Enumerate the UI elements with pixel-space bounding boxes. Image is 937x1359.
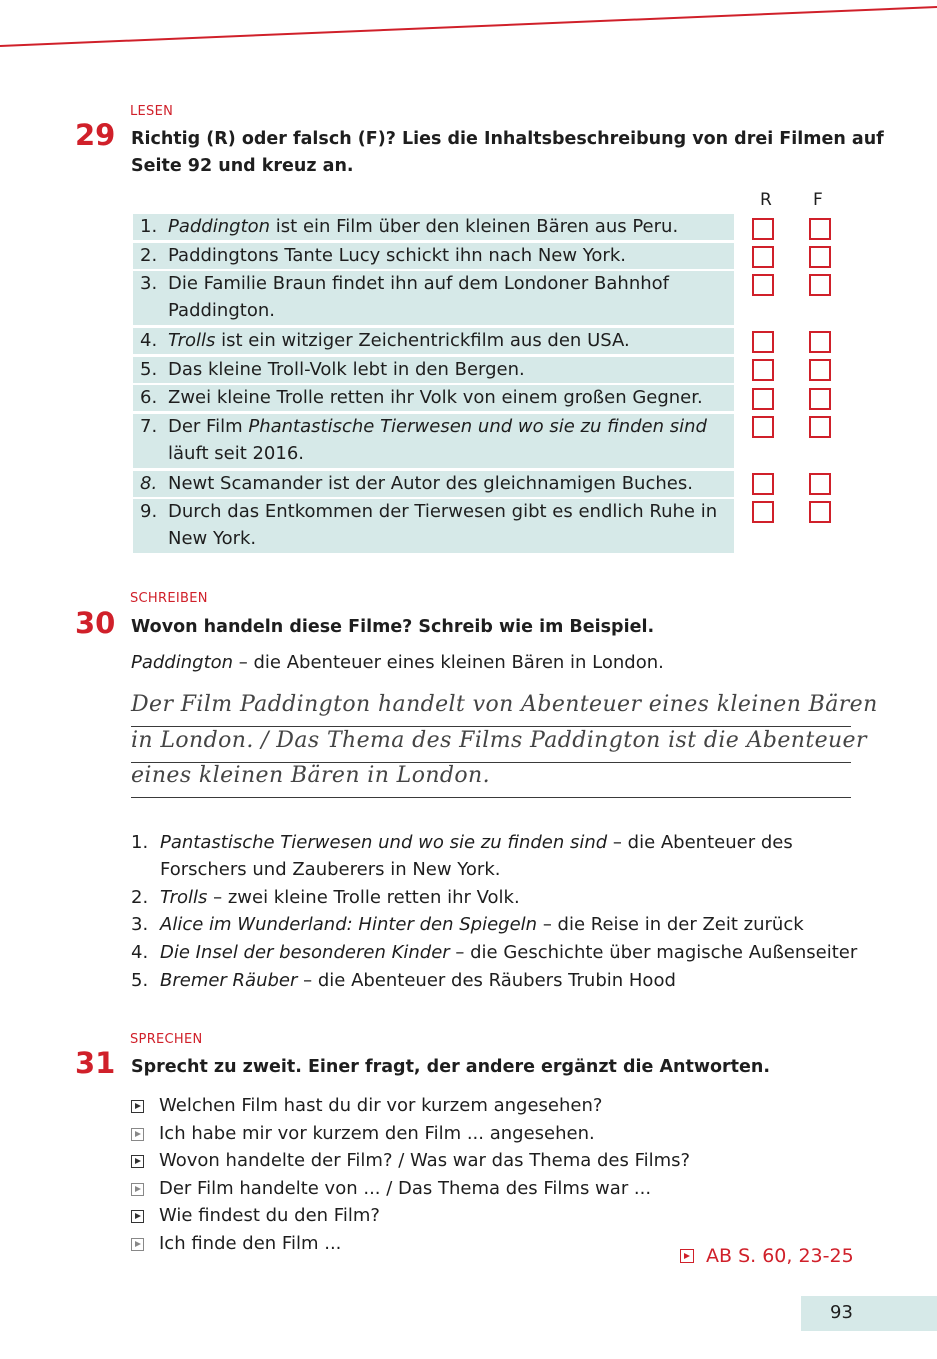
title-line: Seite 92 und kreuz an. [131,156,354,176]
item-number: 4. [131,942,149,963]
column-header-f: F [813,190,823,210]
checkbox-r-2[interactable] [752,246,774,268]
table-row [133,214,734,240]
film-title: Trolls [160,887,208,908]
table-row [133,328,734,354]
item-number: 2. [140,245,158,266]
title-line: Richtig (R) oder falsch (F)? Lies die Inhaltsbeschreibung von drei Filmen auf [131,129,884,149]
item-text-rest: – die Abenteuer des Räubers Trubin Hood [297,970,676,991]
item-text: Zwei kleine Trolle retten ihr Volk von einem großen Gegner. [168,387,703,408]
dialogue-text: Welchen Film hast du dir vor kurzem angesehen? [159,1095,603,1116]
checkbox-r-6[interactable] [752,388,774,410]
speaker-a-icon [131,1155,144,1168]
item-text [168,216,678,237]
film-title: Pantastische Tierwesen und wo sie zu finden sind [160,832,608,853]
item-number: 3. [140,273,158,294]
dialogue-text: Ich habe mir vor kurzem den Film ... angesehen. [159,1123,595,1144]
dialogue-text: Wovon handelte der Film? / Was war das Thema des Films? [159,1150,691,1171]
section-label-lesen: LESEN [130,104,174,119]
checkbox-f-8[interactable] [809,473,831,495]
table-row [133,243,734,269]
checkbox-f-2[interactable] [809,246,831,268]
example-text: – die Abenteuer eines kleinen Bären in London. [233,652,664,673]
exercise-title: Wovon handeln diese Filme? Schreib wie im Beispiel. [131,617,655,637]
item-text [160,970,676,991]
handwritten-answer-line[interactable]: eines kleinen Bären in London. [131,763,851,798]
item-number: 7. [140,416,158,437]
table-row [133,499,734,553]
item-number: 9. [140,501,158,522]
exercise-number: 31 [75,1046,116,1080]
item-number: 1. [140,216,158,237]
handwritten-answer-line[interactable]: Der Film Paddington handelt von Abenteuer eines kleinen Bären [131,692,851,727]
section-label-sprechen: SPRECHEN [130,1032,203,1047]
page-number: 93 [830,1302,853,1323]
workbook-reference-link[interactable] [680,1245,854,1267]
checkbox-r-1[interactable] [752,218,774,240]
dialogue-text: Wie findest du den Film? [159,1205,380,1226]
example-line [131,652,664,673]
checkbox-f-6[interactable] [809,388,831,410]
table-row [133,414,734,468]
item-text: Newt Scamander ist der Autor des gleichnamigen Buches. [168,473,693,494]
arrow-box-icon [680,1249,694,1263]
item-text-prefix: Der Film [168,416,249,437]
speaker-b-icon [131,1128,144,1141]
speaker-a-icon [131,1100,144,1113]
table-row [133,471,734,497]
item-text: Forschers und Zauberers in New York. [160,859,501,880]
film-title: Trolls [168,330,216,351]
item-number: 1. [131,832,149,853]
checkbox-f-5[interactable] [809,359,831,381]
item-text [160,914,804,935]
checkbox-r-7[interactable] [752,416,774,438]
exercise-number: 30 [75,606,116,640]
table-row [133,385,734,411]
item-text: Die Familie Braun findet ihn auf dem Londoner Bahnhof [168,273,669,294]
reference-text: AB S. 60, 23-25 [706,1245,854,1267]
checkbox-f-9[interactable] [809,501,831,523]
handwritten-answer-line[interactable]: in London. / Das Thema des Films Paddington ist die Abenteuer [131,728,851,763]
item-number: 2. [131,887,149,908]
checkbox-f-1[interactable] [809,218,831,240]
dialogue-text: Der Film handelte von ... / Das Thema des Films war ... [159,1178,652,1199]
item-text: Durch das Entkommen der Tierwesen gibt es endlich Ruhe in [168,501,718,522]
item-text-rest: – zwei kleine Trolle retten ihr Volk. [207,887,520,908]
exercise-title: Sprecht zu zweit. Einer fragt, der andere ergänzt die Antworten. [131,1057,770,1077]
exercise-title [131,126,884,180]
item-number: 8. [140,473,158,494]
item-text-rest: – die Abenteuer des [607,832,793,853]
checkbox-r-8[interactable] [752,473,774,495]
item-text: New York. [168,528,257,549]
item-text [160,887,520,908]
header-rule [0,0,937,60]
speaker-b-icon [131,1183,144,1196]
table-row [133,357,734,383]
checkbox-f-3[interactable] [809,274,831,296]
item-number: 4. [140,330,158,351]
checkbox-f-7[interactable] [809,416,831,438]
item-text: Paddingtons Tante Lucy schickt ihn nach New York. [168,245,626,266]
item-text: läuft seit 2016. [168,443,305,464]
film-title: Paddington [131,652,234,673]
item-text-rest: – die Geschichte über magische Außenseiter [449,942,858,963]
speaker-b-icon [131,1238,144,1251]
item-number: 5. [140,359,158,380]
dialogue-text: Ich finde den Film ... [159,1233,342,1254]
film-title: Die Insel der besonderen Kinder [160,942,450,963]
item-text: Paddington. [168,300,275,321]
statements-table [133,214,734,553]
item-number: 6. [140,387,158,408]
item-text [160,832,793,853]
item-text: Das kleine Troll-Volk lebt in den Bergen. [168,359,525,380]
speaker-a-icon [131,1210,144,1223]
checkbox-f-4[interactable] [809,331,831,353]
checkbox-r-4[interactable] [752,331,774,353]
item-text [168,416,707,437]
item-number: 5. [131,970,149,991]
item-text-rest: ist ein Film über den kleinen Bären aus Peru. [270,216,679,237]
table-row [133,271,734,325]
column-header-r: R [760,190,772,210]
film-title: Alice im Wunderland: Hinter den Spiegeln [160,914,538,935]
film-title: Phantastische Tierwesen und wo sie zu finden sind [248,416,707,437]
checkbox-r-9[interactable] [752,501,774,523]
checkbox-r-3[interactable] [752,274,774,296]
item-text [168,330,630,351]
item-number: 3. [131,914,149,935]
item-text-rest: – die Reise in der Zeit zurück [537,914,804,935]
page-number-box [801,1296,937,1331]
film-title: Bremer Räuber [160,970,298,991]
exercise-number: 29 [75,118,116,152]
checkbox-r-5[interactable] [752,359,774,381]
film-title: Paddington [168,216,271,237]
item-text [160,942,857,963]
section-label-schreiben: SCHREIBEN [130,591,208,606]
item-text-rest: ist ein witziger Zeichentrickfilm aus den USA. [215,330,630,351]
